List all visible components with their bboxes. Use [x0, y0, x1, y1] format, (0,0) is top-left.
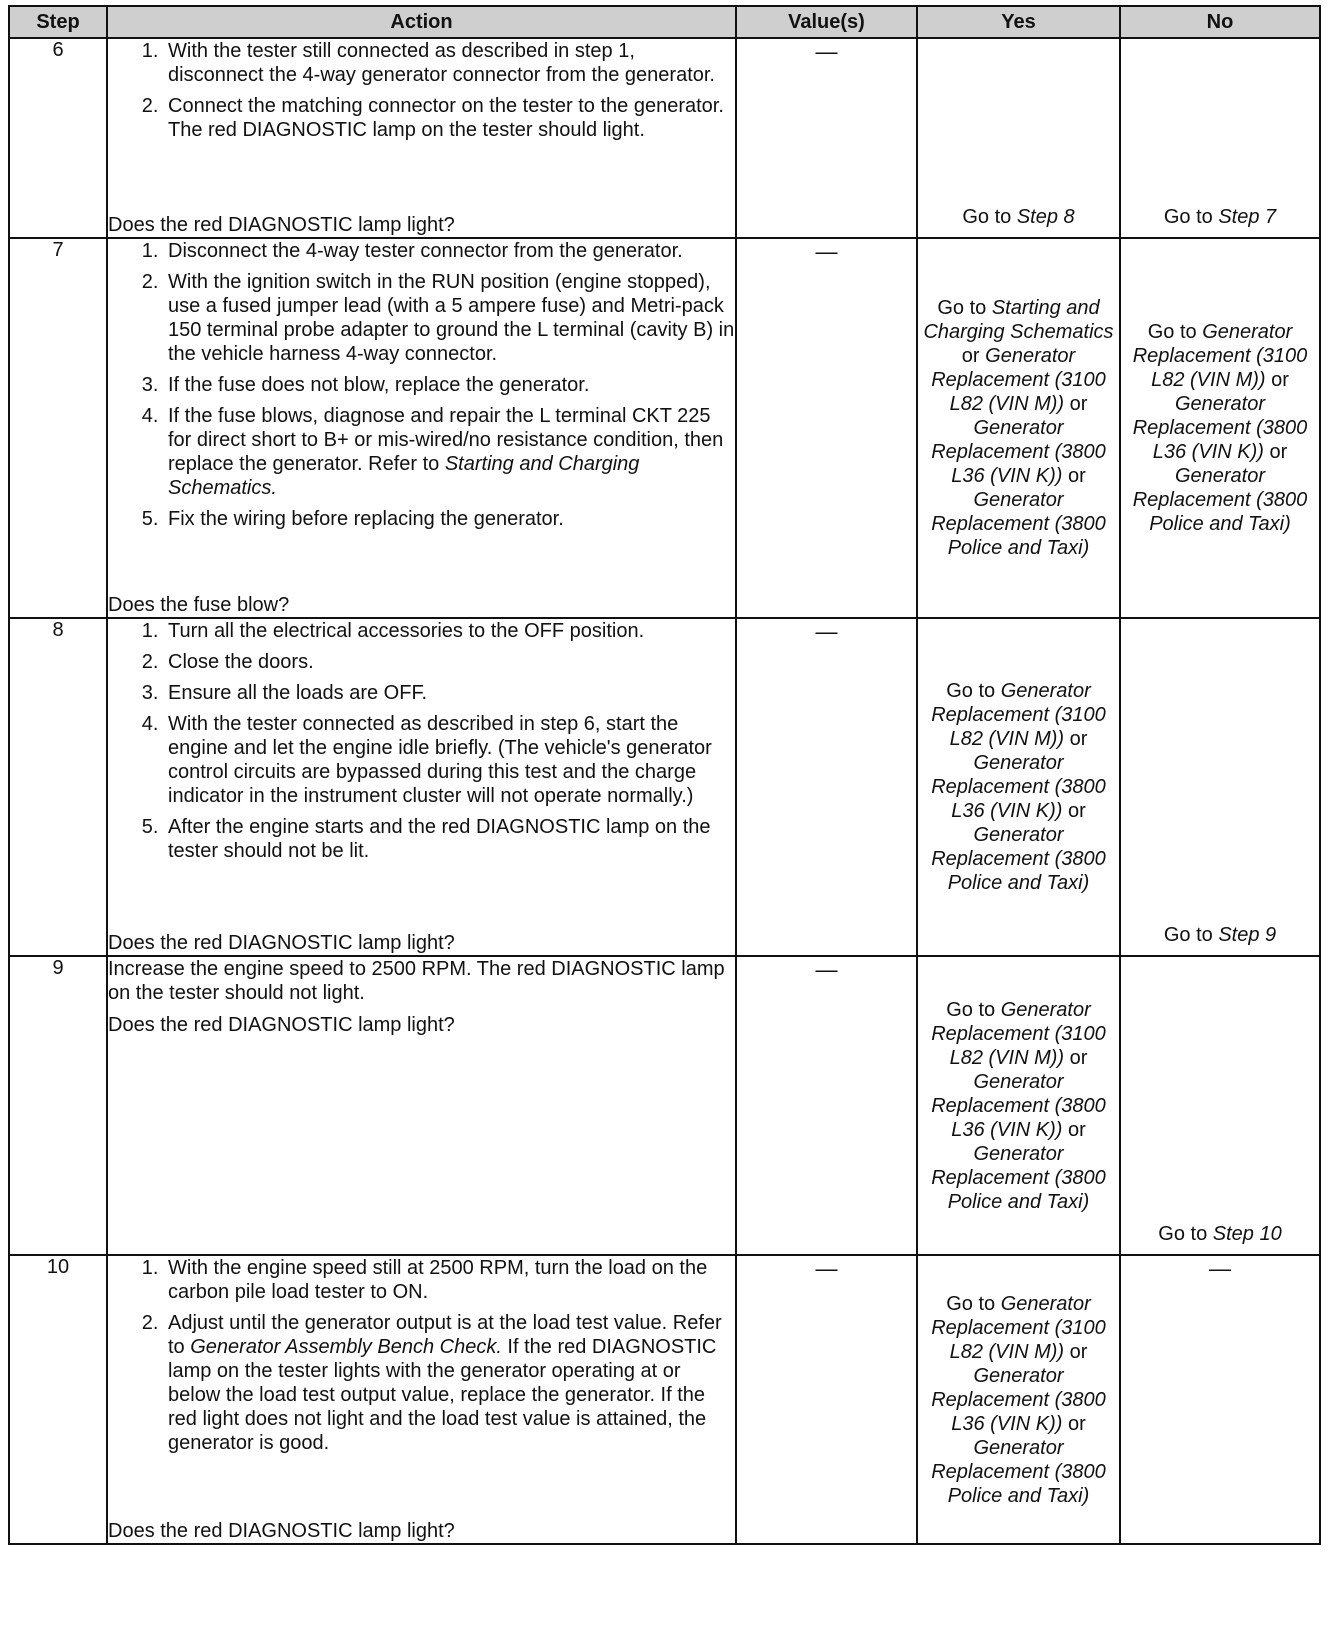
list-item: 1. Turn all the electrical accessories to the OFF position.	[164, 619, 735, 643]
list-item: 2. Close the doors.	[164, 650, 735, 674]
or-text: or	[1064, 1046, 1088, 1069]
list-item-text: If the fuse blows, diagnose and repair the L terminal CKT 225 for direct short to B+ or mis-wired/no resistance condition, then replace the generator. Refer to	[168, 405, 724, 475]
action-cell	[107, 1255, 736, 1544]
bench-check-link[interactable]: Generator Assembly Bench Check.	[190, 1336, 502, 1358]
or-text: or	[1062, 1118, 1086, 1141]
no-cell	[1120, 238, 1320, 618]
or-text: or	[961, 345, 986, 367]
generator-replacement-police-taxi-link[interactable]: Generator Replacement (3800 Police and Taxi)	[931, 1436, 1106, 1507]
table-row-step-6	[9, 38, 1320, 238]
table-row-step-10	[9, 1255, 1320, 1544]
or-text: or	[1062, 1412, 1086, 1435]
or-text: or	[1064, 1340, 1088, 1363]
yes-prefix: Go to	[946, 680, 1001, 702]
list-item: 1. Disconnect the 4-way tester connector from the generator.	[164, 239, 735, 263]
list-item-text: Adjust until the generator output is at the load test value. Refer to	[168, 1312, 722, 1358]
no-prefix: Go to	[1147, 321, 1203, 343]
yes-cell	[917, 238, 1120, 618]
list-item: 3. Ensure all the loads are OFF.	[164, 681, 735, 705]
yes-prefix: Go to	[937, 297, 992, 319]
header-step: Step	[9, 6, 107, 38]
question-text: Does the red DIAGNOSTIC lamp light?	[108, 1014, 455, 1036]
yes-cell	[917, 956, 1120, 1255]
value-cell: —	[736, 618, 917, 956]
schematics-link[interactable]: Starting and Charging Schematics	[923, 297, 1114, 343]
question-text: Does the red DIAGNOSTIC lamp light?	[108, 214, 455, 236]
no-step-link[interactable]: Step 7	[1218, 206, 1277, 228]
question-text: Does the red DIAGNOSTIC lamp light?	[108, 932, 455, 954]
generator-replacement-police-taxi-link[interactable]: Generator Replacement (3800 Police and Taxi)	[931, 489, 1106, 559]
step-number: 9	[9, 956, 107, 1255]
or-text: or	[1064, 393, 1088, 415]
no-cell	[1120, 618, 1320, 956]
no-prefix: Go to	[1163, 924, 1219, 946]
yes-step-link[interactable]: Step 8	[1016, 206, 1075, 228]
action-list	[108, 619, 735, 870]
generator-replacement-l36-link[interactable]: Generator Replacement (3800 L36 (VIN K))	[931, 417, 1106, 487]
generator-replacement-l82-link[interactable]: Generator Replacement (3100 L82 (VIN M))	[931, 680, 1106, 750]
generator-replacement-l82-link[interactable]: Generator Replacement (3100 L82 (VIN M))	[931, 345, 1106, 415]
generator-replacement-l36-link[interactable]: Generator Replacement (3800 L36 (VIN K))	[931, 1364, 1106, 1435]
action-list	[108, 1256, 735, 1462]
value-cell: —	[736, 956, 917, 1255]
generator-replacement-l36-link[interactable]: Generator Replacement (3800 L36 (VIN K))	[931, 752, 1106, 822]
header-yes: Yes	[917, 6, 1120, 38]
action-cell	[107, 618, 736, 956]
or-text: or	[1062, 465, 1086, 487]
list-item-text: If the red DIAGNOSTIC lamp on the tester lights with the generator operating at or below the load test output value, replace the generator. If the red light does not light and the load test value is attained, the generator is good.	[168, 1336, 717, 1454]
generator-replacement-l82-link[interactable]: Generator Replacement (3100 L82 (VIN M))	[931, 998, 1106, 1069]
or-text: or	[1265, 369, 1289, 391]
no-prefix: Go to	[1163, 206, 1219, 228]
generator-replacement-l82-link[interactable]: Generator Replacement (3100 L82 (VIN M))	[1132, 321, 1308, 391]
action-list	[108, 239, 735, 538]
or-text: or	[1062, 800, 1086, 822]
yes-cell	[917, 1255, 1120, 1544]
no-step-link[interactable]: Step 10	[1212, 1223, 1282, 1245]
generator-replacement-l36-link[interactable]: Generator Replacement (3800 L36 (VIN K))	[1132, 393, 1308, 463]
question-text: Does the fuse blow?	[108, 594, 290, 616]
header-values: Value(s)	[736, 6, 917, 38]
no-cell	[1120, 956, 1320, 1255]
list-item: 4. With the tester connected as described in step 6, start the engine and let the engine idle briefly. (The vehicle's generator control circuits are bypassed during this test and the charge indicator in the instrument cluster will not operate normally.)	[164, 712, 735, 808]
action-text: Increase the engine speed to 2500 RPM. The red DIAGNOSTIC lamp on the tester should not light.	[108, 958, 725, 1004]
header-row	[9, 6, 1320, 38]
step-number: 8	[9, 618, 107, 956]
generator-replacement-police-taxi-link[interactable]: Generator Replacement (3800 Police and Taxi)	[931, 824, 1106, 894]
or-text: or	[1064, 728, 1088, 750]
list-item: 1. With the engine speed still at 2500 RPM, turn the load on the carbon pile load tester to ON.	[164, 1256, 735, 1304]
or-text: or	[1263, 441, 1288, 463]
table-row-step-8	[9, 618, 1320, 956]
diagnostic-table	[8, 5, 1321, 1545]
list-item	[164, 404, 735, 500]
generator-replacement-police-taxi-link[interactable]: Generator Replacement (3800 Police and Taxi)	[1132, 465, 1308, 535]
action-cell	[107, 38, 736, 238]
table-row-step-7	[9, 238, 1320, 618]
list-item: 3. If the fuse does not blow, replace the generator.	[164, 373, 735, 397]
list-item: 2. Connect the matching connector on the tester to the generator. The red DIAGNOSTIC lamp on the tester should light.	[164, 94, 735, 142]
yes-prefix: Go to	[946, 1292, 1001, 1315]
header-no: No	[1120, 6, 1320, 38]
no-cell	[1120, 38, 1320, 238]
yes-prefix: Go to	[962, 206, 1017, 228]
list-item	[164, 1311, 735, 1455]
no-step-link[interactable]: Step 9	[1218, 924, 1277, 946]
schematics-link[interactable]: Starting and Charging Schematics.	[168, 453, 640, 499]
no-value-cell: —	[1120, 1255, 1320, 1544]
question-text: Does the red DIAGNOSTIC lamp light?	[108, 1520, 455, 1542]
step-number: 10	[9, 1255, 107, 1544]
table-row-step-9	[9, 956, 1320, 1255]
list-item: 5. After the engine starts and the red DIAGNOSTIC lamp on the tester should not be lit.	[164, 815, 735, 863]
action-cell	[107, 238, 736, 618]
no-prefix: Go to	[1158, 1223, 1213, 1245]
generator-replacement-l36-link[interactable]: Generator Replacement (3800 L36 (VIN K))	[931, 1070, 1106, 1141]
generator-replacement-l82-link[interactable]: Generator Replacement (3100 L82 (VIN M))	[931, 1292, 1106, 1363]
step-number: 7	[9, 238, 107, 618]
generator-replacement-police-taxi-link[interactable]: Generator Replacement (3800 Police and Taxi)	[931, 1142, 1106, 1213]
action-cell	[107, 956, 736, 1255]
yes-prefix: Go to	[946, 998, 1001, 1021]
action-list	[108, 39, 735, 149]
list-item: 1. With the tester still connected as described in step 1, disconnect the 4-way generator connector from the generator.	[164, 39, 735, 87]
value-cell: —	[736, 238, 917, 618]
header-action: Action	[107, 6, 736, 38]
list-item: 5. Fix the wiring before replacing the generator.	[164, 507, 735, 531]
yes-cell	[917, 618, 1120, 956]
step-number: 6	[9, 38, 107, 238]
value-cell: —	[736, 38, 917, 238]
value-cell: —	[736, 1255, 917, 1544]
diagnostic-table-sheet	[8, 5, 1319, 1545]
yes-cell	[917, 38, 1120, 238]
list-item: 2. With the ignition switch in the RUN position (engine stopped), use a fused jumper lead (with a 5 ampere fuse) and Metri-pack 150 terminal probe adapter to ground the L terminal (cavity B) in the vehicle harness 4-way connector.	[164, 270, 735, 366]
